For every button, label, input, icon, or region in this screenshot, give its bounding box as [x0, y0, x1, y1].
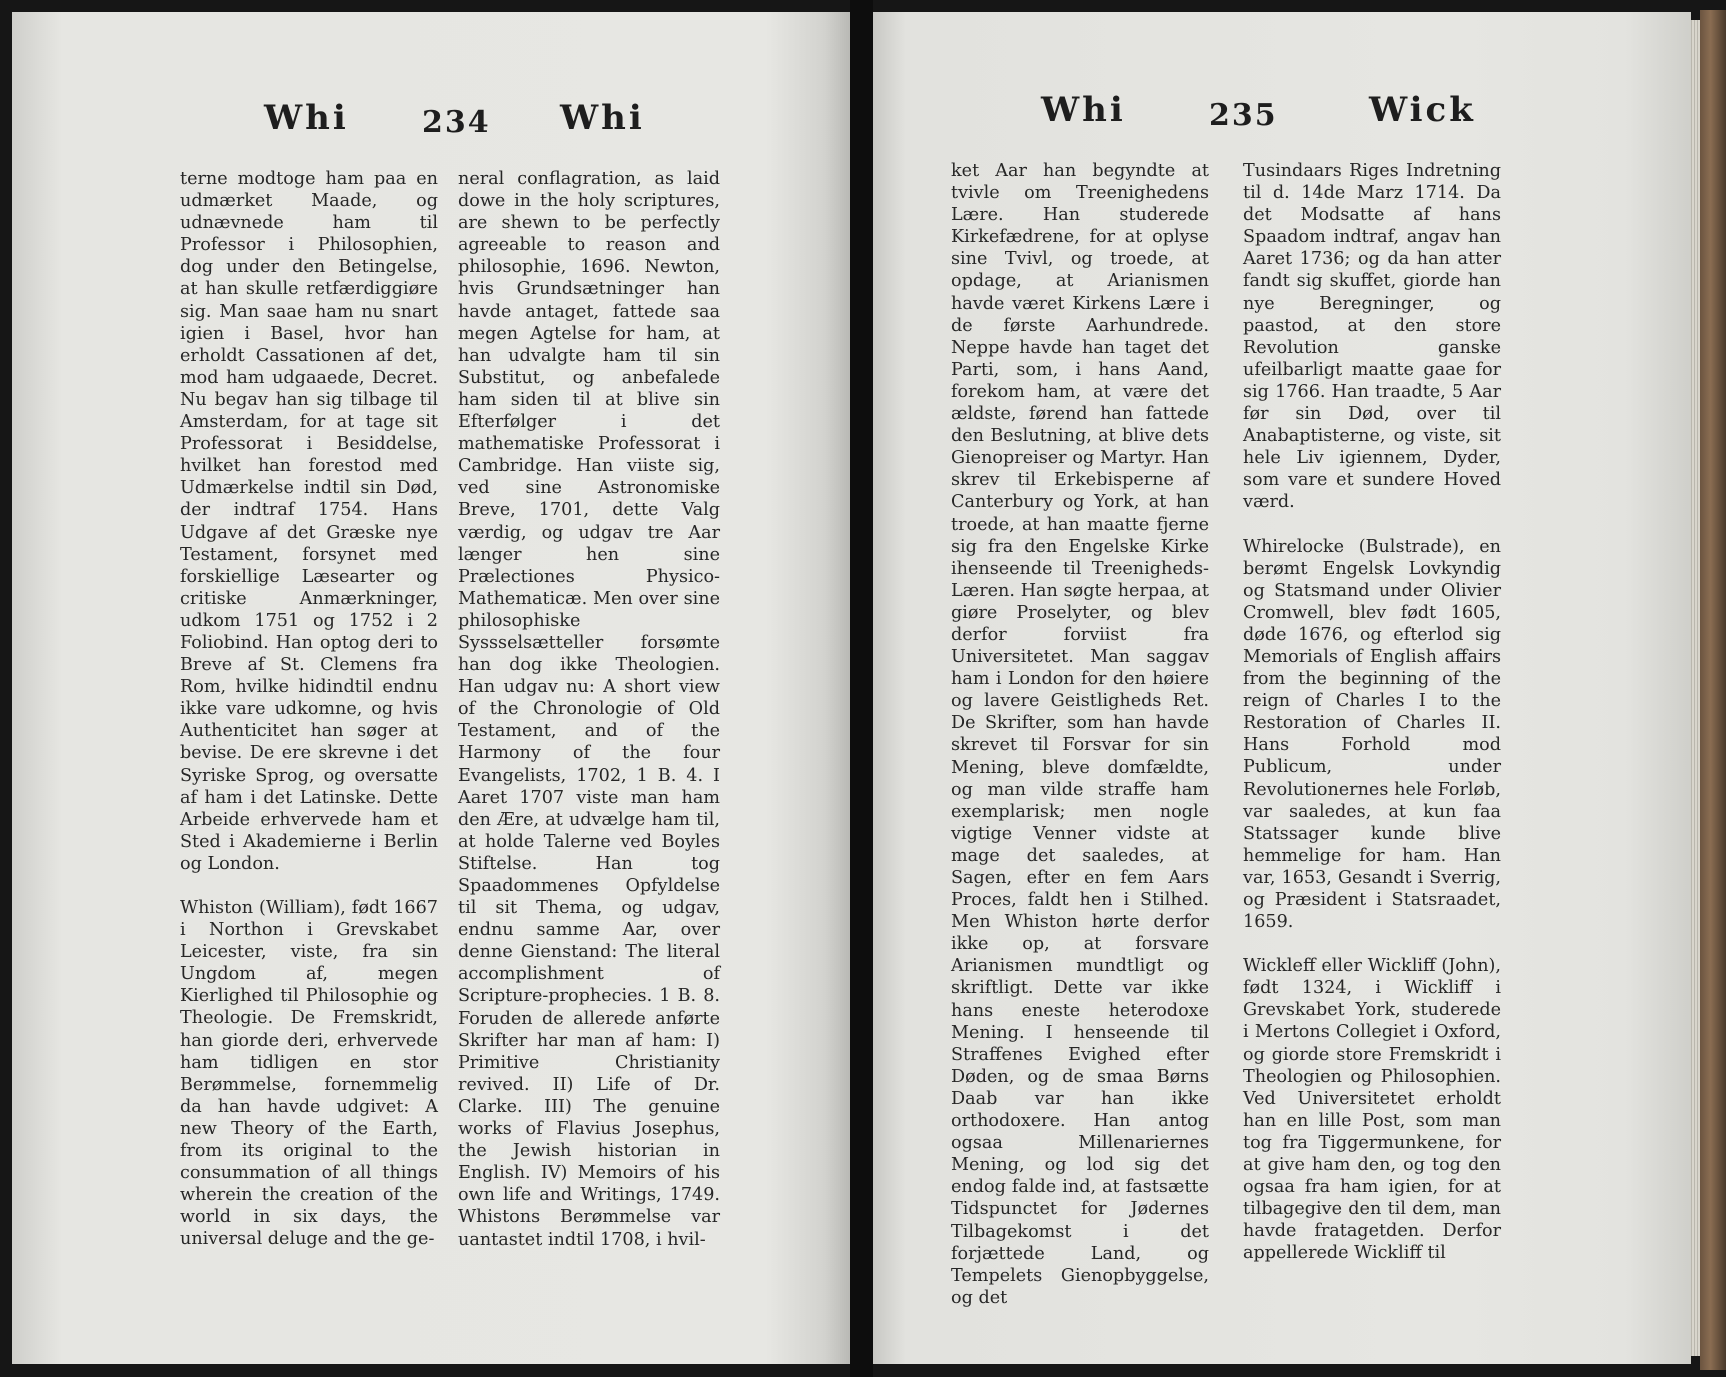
right-page-header-left: Whi	[1041, 90, 1126, 130]
left-page-column-1	[180, 168, 438, 1251]
right-page-column-1	[951, 160, 1209, 1309]
left-page-number: 234	[422, 105, 491, 140]
right-page-header-right: Wick	[1369, 90, 1476, 130]
left-page	[12, 12, 850, 1364]
paragraph-whiston-end: Tusindaars Riges Indretning til d. 14de Marz 1714. Da det Modsatte af hans Spaadom indtraf, angav han Aaret 1736; og da han atter fandt sig skuffet, giorde han nye Beregninger, og paastod, at den store Revolution ganske ufeilbarligt maatte gaae for sig 1766. Han traadte, 5 Aar før sin Død, over til Anabaptisterne, og viste, sit hele Liv igiennem, Dyder, som vare et sundere Hoved værd.	[1243, 161, 1501, 513]
entry-whiston: Whiston (William), født 1667 i Northon i Grevskabet Leicester, viste, fra sin Ungdom af, megen Kierlighed til Philosophie og Theologie. De Fremskridt, han giorde deri, erhvervede ham tidligen en stor Berømmelse, fornemmelig da han havde udgivet: A new Theory of the Earth, from its original to the consummation of all things wherein the creation of the world in six days, the universal deluge and the ge-	[180, 898, 438, 1250]
book-gutter	[850, 0, 873, 1377]
right-page	[873, 12, 1691, 1364]
entry-wickleff: Wickleff eller Wickliff (John), født 1324, i Wickliff i Grevskabet York, studerede i Mertons Collegiet i Oxford, og giorde store Fremskridt i Theologien og Philosophien. Ved Universitetet erholdt han en lille Post, som man tog fra Tiggermunkene, for at give ham den, og tog den ogsaa fra ham igien, for at tilbagegive den til dem, man havde fratagetden. Derfor appellerede Wickliff til	[1243, 956, 1501, 1264]
paragraph-continued: neral conflagration, as laid dowe in the holy scriptures, are shewn to be perfectly agreeable to reason and philosophie, 1696. Newton, hvis Grundsætninger han havde antaget, fattede saa megen Agtelse for ham, at han udvalgte ham til sin Substitut, og anbefalede ham siden til at blive sin Efterfølger i det mathematiske Professorat i Cambridge. Han viiste sig, ved sine Astronomiske Breve, 1701, dette Valg værdig, og udgav tre Aar længer hen sine Prælectiones Physico-Mathematicæ. Men over sine philosophiske Syssselsætteller forsømte han dog ikke Theologien. Han udgav nu: A short view of the Chronologie of Old Testament, and of the Harmony of the four Evangelists, 1702, 1 B. 4. I Aaret 1707 viste man ham den Ære, at udvælge ham til, at holde Talerne ved Boyles Stiftelse. Han tog Spaadommenes Opfyldelse til sit Thema, og udgav, endnu samme Aar, over denne Gienstand: The literal accomplishment of Scripture-prophecies. 1 B. 8. Foruden de allerede anførte Skrifter har man af ham: I) Primitive Christianity revived. II) Life of Dr. Clarke. III) The genuine works of Flavius Josephus, the Jewish historian in English. IV) Memoirs of his own life and Writings, 1749. Whistons Berømmelse var uantastet indtil 1708, i hvil-	[458, 169, 720, 1250]
right-page-column-2	[1243, 160, 1501, 1265]
paragraph-continued: ket Aar han begyndte at tvivle om Treenighedens Lære. Han studerede Kirkefædrene, for at oplyse sine Tvivl, og troede, at opdage, at Arianismen havde været Kirkens Lære i de første Aarhundrede. Neppe havde han taget det Parti, som, i hans Aand, forekom ham, at være det ældste, førend han fattede den Beslutning, at blive dets Gienopreiser og Martyr. Han skrev til Erkebisperne af Canterbury og York, at han troede, at han maatte fjerne sig fra den Engelske Kirke ihenseende til Treenigheds-Læren. Han søgte herpaa, at giøre Proselyter, og blev derfor forviist fra Universitetet. Man saggav ham i London for den høiere og lavere Geistligheds Ret. De Skrifter, som han havde skrevet til Forsvar for sin Mening, bleve domfældte, og man vilde straffe ham exemplarisk; men nogle vigtige Venner vidste at mage det saaledes, at Sagen, efter en fem Aars Proces, faldt hen i Stilhed. Men Whiston hørte derfor ikke op, at forsvare Arianismen mundtligt og skriftligt. Dette var ikke hans eneste heterodoxe Mening. I henseende til Straffenes Evighed efter Døden, og de smaa Børns Daab var han ikke orthodoxere. Han antog ogsaa Millenariernes Mening, og lod sig det endog falde ind, at fastsætte Tidspunctet for Jødernes Tilbagekomst i det forjættede Land, og Tempelets Gienopbyggelse, og det	[951, 161, 1209, 1308]
entry-whirelocke: Whirelocke (Bulstrade), en berømt Engelsk Lovkyndig og Statsmand under Olivier Cromwell, blev født 1605, døde 1676, og efterlod sig Memorials of English affairs from the beginning of the reign of Charles I to the Restoration of Charles II. Hans Forhold mod Publicum, under Revolutionernes hele Forløb, var saaledes, at kun faa Statssager kunde blive hemmelige for ham. Han var, 1653, Gesandt i Sverrig, og Præsident i Statsraadet, 1659.	[1243, 536, 1501, 933]
left-page-column-2	[458, 168, 720, 1251]
paragraph-1: terne modtoge ham paa en udmærket Maade, og udnævnede ham til Professor i Philosophien, dog under den Betingelse, at han skulle retfærdiggiøre sig. Man saae ham nu snart igien i Basel, hvor han erholdt Cassationen af det, mod ham udgaaede, Decret. Nu begav han sig tilbage til Amsterdam, for at tage sit Professorat i Besiddelse, hvilket han forestod med Udmærkelse indtil sin Død, der indtraf 1754. Hans Udgave af det Græske nye Testament, forsynet med forskiellige Læsearter og critiske Anmærkninger, udkom 1751 og 1752 i 2 Foliobind. Han optog deri to Breve af St. Clemens fra Rom, hvilke hidindtil endnu ikke vare udkomne, og hvis Authenticitet han søger at bevise. De ere skrevne i det Syriske Sprog, og oversatte af ham i det Latinske. Dette Arbeide erhvervede ham et Sted i Akademierne i Berlin og London.	[180, 169, 438, 874]
right-page-number: 235	[1209, 98, 1278, 133]
left-page-header-right: Whi	[560, 98, 645, 138]
left-page-header-left: Whi	[264, 98, 349, 138]
book-cover-edge	[1700, 10, 1726, 1370]
